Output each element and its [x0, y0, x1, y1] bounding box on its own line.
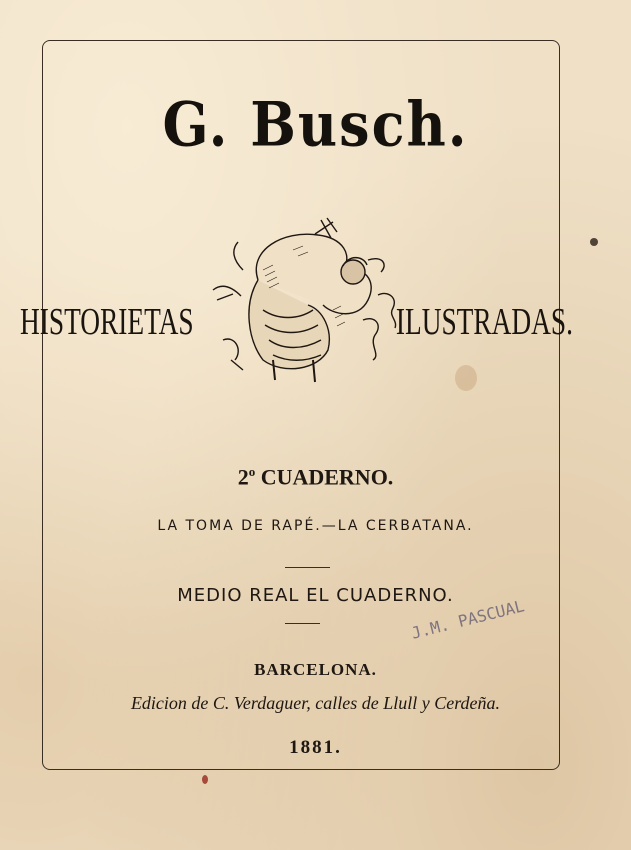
- ink-spot: [202, 775, 208, 784]
- ink-spot: [590, 238, 598, 246]
- divider: [285, 567, 330, 568]
- series-title-left: HISTORIETAS: [20, 301, 194, 343]
- contents-line: LA TOMA DE RAPÉ.—LA CERBATANA.: [157, 518, 474, 534]
- price-line: MEDIO REAL EL CUADERNO.: [177, 585, 454, 606]
- imprint-city: BARCELONA.: [254, 660, 377, 679]
- issue-heading: [0, 464, 631, 490]
- imprint-year: 1881.: [289, 737, 342, 758]
- issue-label: CUADERNO.: [260, 464, 394, 490]
- series-title-right: ILUSTRADAS.: [395, 301, 573, 343]
- author-title: G. Busch.: [162, 88, 469, 160]
- issue-ordinal: o: [248, 464, 256, 479]
- owner-stamp: J.M. PASCUAL: [409, 596, 527, 643]
- imprint-publisher: Edicion de C. Verdaguer, calles de Llull y Cerdeña.: [130, 693, 501, 713]
- issue-number: 2: [237, 464, 249, 490]
- cover-illustration: [203, 210, 408, 390]
- divider: [285, 623, 320, 624]
